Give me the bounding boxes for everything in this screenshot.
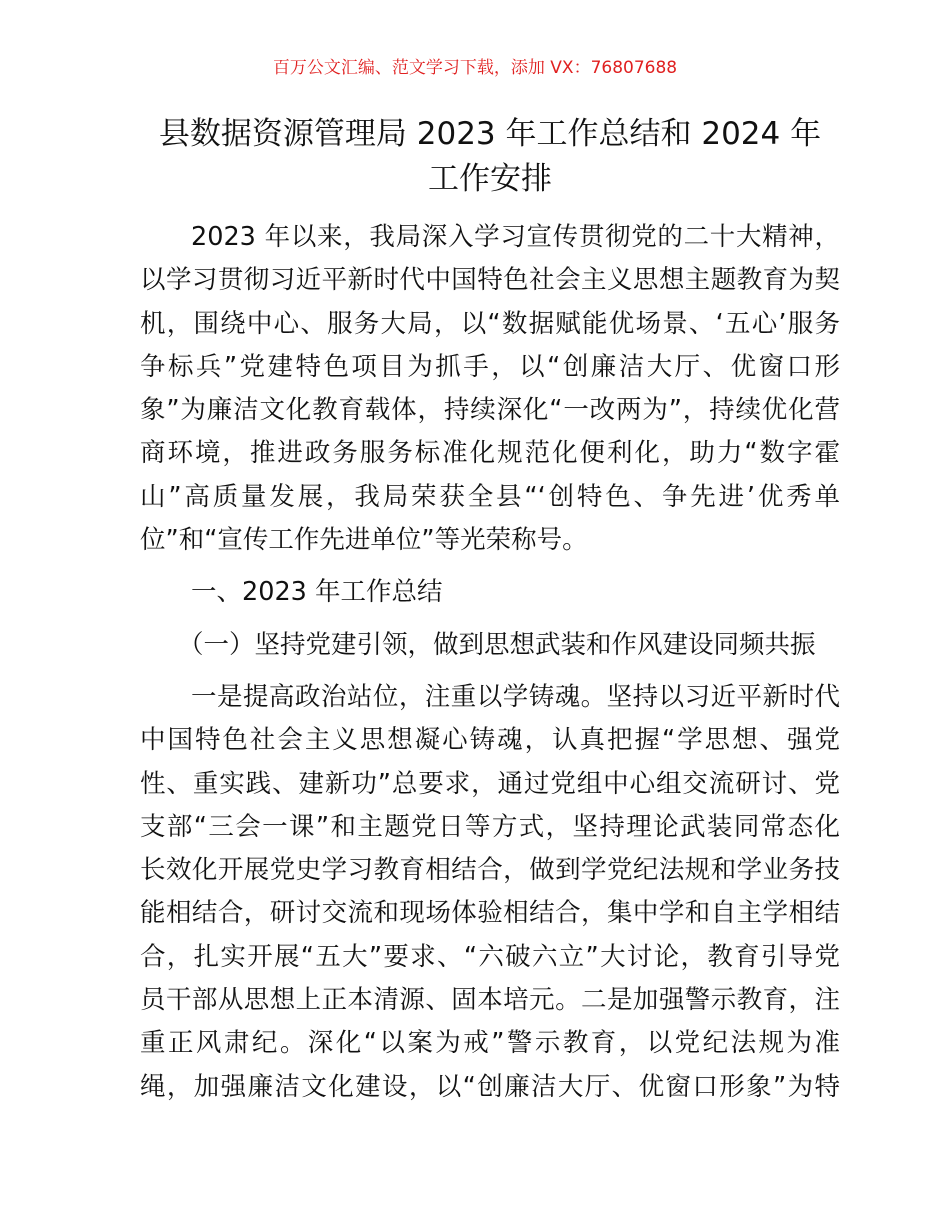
text-line: 山”高质量发展，我局荣获全县“‘创特色、争先进’优秀单 xyxy=(140,481,840,512)
text-line: 能相结合，研讨交流和现场体验相结合，集中学和自主学相结 xyxy=(140,898,840,929)
document-body xyxy=(140,216,840,1109)
text-line: 中国特色社会主义思想凝心铸魂，认真把握“学思想、强党 xyxy=(140,725,840,756)
text-line: 以学习贯彻习近平新时代中国特色社会主义思想主题教育为契 xyxy=(140,265,840,296)
section-heading: 一、2023 年工作总结 xyxy=(191,577,443,608)
intro-paragraph xyxy=(140,216,840,562)
text-line: 争标兵”党建特色项目为抓手，以“创廉洁大厅、优窗口形 xyxy=(140,351,840,382)
text-line: 象”为廉洁文化教育载体，持续深化“一改两为”，持续优化营 xyxy=(140,395,840,426)
text-line: 支部“三会一课”和主题党日等方式，坚持理论武装同常态化 xyxy=(140,811,840,842)
document-title xyxy=(140,112,840,202)
text-line: 合，扎实开展“五大”要求、“六破六立”大讨论，教育引导党 xyxy=(140,941,840,972)
text-line: 一是提高政治站位，注重以学铸魂。坚持以习近平新时代 xyxy=(191,681,840,712)
text-line: 重正风肃纪。深化“以案为戒”警示教育，以党纪法规为准 xyxy=(140,1028,840,1059)
watermark-header: 百万公文汇编、范文学习下载，添加 VX：76807688 xyxy=(272,58,678,78)
text-line: 商环境，推进政务服务标准化规范化便利化，助力“数字霍 xyxy=(140,438,840,469)
text-line: 位”和“宣传工作先进单位”等光荣称号。 xyxy=(140,525,588,556)
body-paragraph xyxy=(140,676,840,1109)
text-line: 性、重实践、建新功”总要求，通过党组中心组交流研讨、党 xyxy=(140,768,840,799)
subsection-heading: （一）坚持党建引领，做到思想武装和作风建设同频共振 xyxy=(178,629,816,660)
text-line: 员干部从思想上正本清源、固本培元。二是加强警示教育，注 xyxy=(140,985,840,1016)
title-line-1: 县数据资源管理局 2023 年工作总结和 2024 年 xyxy=(158,116,822,152)
text-line: 机，围绕中心、服务大局，以“数据赋能优场景、‘五心’服务 xyxy=(140,308,840,339)
text-line: 2023 年以来，我局深入学习宣传贯彻党的二十大精神， xyxy=(191,222,840,252)
text-line: 绳，加强廉洁文化建设，以“创廉洁大厅、优窗口形象”为特 xyxy=(140,1071,840,1102)
title-line-2: 工作安排 xyxy=(428,161,552,197)
text-line: 长效化开展党史学习教育相结合，做到学党纪法规和学业务技 xyxy=(140,855,840,886)
